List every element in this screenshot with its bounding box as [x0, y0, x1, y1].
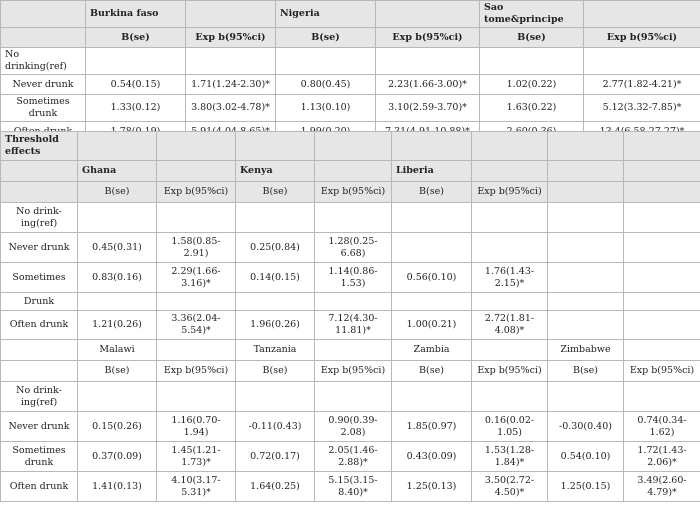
col-exp-b: Exp b(95%ci)	[584, 28, 700, 48]
table-country-effects-1	[0, 0, 700, 142]
row-label: Sometimes	[1, 263, 78, 293]
table-row: Never drunk 0.45(0.31) 1.58(0.85-2.91) 0.25(0.84) 1.28(0.25-6.68)	[1, 233, 700, 263]
row-label: No drinking(ref)	[1, 48, 86, 75]
country-header: Burkina faso	[86, 1, 186, 28]
col-b-se: B(se)	[480, 28, 584, 48]
col-exp-b: Exp b(95%ci)	[624, 361, 700, 382]
col-b-se: B(se)	[276, 28, 376, 48]
table-threshold-effects	[0, 131, 700, 502]
col-exp-b: Exp b(95%ci)	[157, 182, 236, 203]
row-label: No drink-ing(ref)	[1, 382, 78, 412]
row-label: Never drunk	[1, 233, 78, 263]
row-label: Sometimes drunk	[1, 95, 86, 122]
col-exp-b: Exp b(95%ci)	[472, 182, 548, 203]
col-b-se: B(se)	[392, 361, 472, 382]
col-b-se: B(se)	[236, 361, 315, 382]
table-row: Never drunk 0.54(0.15) 1.71(1.24-2.30)* 0.80(0.45) 2.23(1.66-3.00)* 1.02(0.22) 2.77(1.82-4.21)*	[1, 75, 700, 95]
table-row: Sometimes drunk 0.37(0.09) 1.45(1.21-1.73)* 0.72(0.17) 2.05(1.46-2.88)* 0.43(0.09) 1.53(1.28-1.84)* 0.54(0.10) 1.72(1.43-2.06)*	[1, 442, 700, 472]
country-header: Zambia	[392, 340, 472, 361]
row-label: Drunk	[1, 293, 78, 311]
country-header: Tanzania	[236, 340, 315, 361]
col-exp-b: Exp b(95%ci)	[472, 361, 548, 382]
col-exp-b: Exp b(95%ci)	[186, 28, 276, 48]
col-b-se: B(se)	[78, 182, 157, 203]
table-row	[1, 382, 700, 412]
table-row	[1, 293, 700, 311]
table-row	[1, 203, 700, 233]
col-b-se: B(se)	[392, 182, 472, 203]
row-label: No drink-ing(ref)	[1, 203, 78, 233]
country-header: Kenya	[236, 161, 315, 182]
col-b-se: B(se)	[236, 182, 315, 203]
table-row: Often drunk 1.78(0.19) 5.91(4.04-8.65)* 1.99(0.20) 7.31(4.91-10.88)* 2.60(0.36) 13.4(6.58-27.27)*	[1, 122, 700, 142]
row-label: Never drunk	[1, 75, 86, 95]
threshold-effects-label: Threshold effects	[1, 132, 78, 161]
col-exp-b: Exp b(95%ci)	[315, 361, 392, 382]
table-row: Often drunk 1.21(0.26) 3.36(2.04-5.54)* 1.96(0.26) 7.12(4.30-11.81)* 1.00(0.21) 2.72(1.81-4.08)*	[1, 311, 700, 340]
table-row: Often drunk 1.41(0.13) 4.10(3.17-5.31)* 1.64(0.25) 5.15(3.15-8.40)* 1.25(0.13) 3.50(2.72-4.50)* 1.25(0.15) 3.49(2.60-4.79)*	[1, 472, 700, 502]
row-label: Often drunk	[1, 472, 78, 502]
col-exp-b: Exp b(95%ci)	[376, 28, 480, 48]
row-label: Sometimes drunk	[1, 442, 78, 472]
row-label: Often drunk	[1, 122, 86, 142]
header-empty	[1, 1, 86, 28]
col-exp-b: Exp b(95%ci)	[157, 361, 236, 382]
table-row: Sometimes drunk 1.33(0.12) 3.80(3.02-4.78)* 1.13(0.10) 3.10(2.59-3.70)* 1.63(0.22) 5.12(3.32-7.85)*	[1, 95, 700, 122]
country-header: Ghana	[78, 161, 157, 182]
table-row: Never drunk 0.15(0.26) 1.16(0.70-1.94) -0.11(0.43) 0.90(0.39-2.08) 1.85(0.97) 0.16(0.02-1.05) -0.30(0.40) 0.74(0.34-1.62)	[1, 412, 700, 442]
country-header: Zimbabwe	[548, 340, 624, 361]
col-b-se: B(se)	[86, 28, 186, 48]
col-b-se: B(se)	[78, 361, 157, 382]
col-b-se: B(se)	[548, 361, 624, 382]
table-row	[1, 48, 700, 75]
table-row: Sometimes 0.83(0.16) 2.29(1.66-3.16)* 0.14(0.15) 1.14(0.86-1.53) 0.56(0.10) 1.76(1.43-2.15)*	[1, 263, 700, 293]
col-exp-b: Exp b(95%ci)	[315, 182, 392, 203]
country-header: Nigeria	[276, 1, 376, 28]
country-header: Sao tome&principe	[480, 1, 584, 28]
row-label: Never drunk	[1, 412, 78, 442]
country-header: Liberia	[392, 161, 472, 182]
country-header: Malawi	[78, 340, 157, 361]
row-label: Often drunk	[1, 311, 78, 340]
